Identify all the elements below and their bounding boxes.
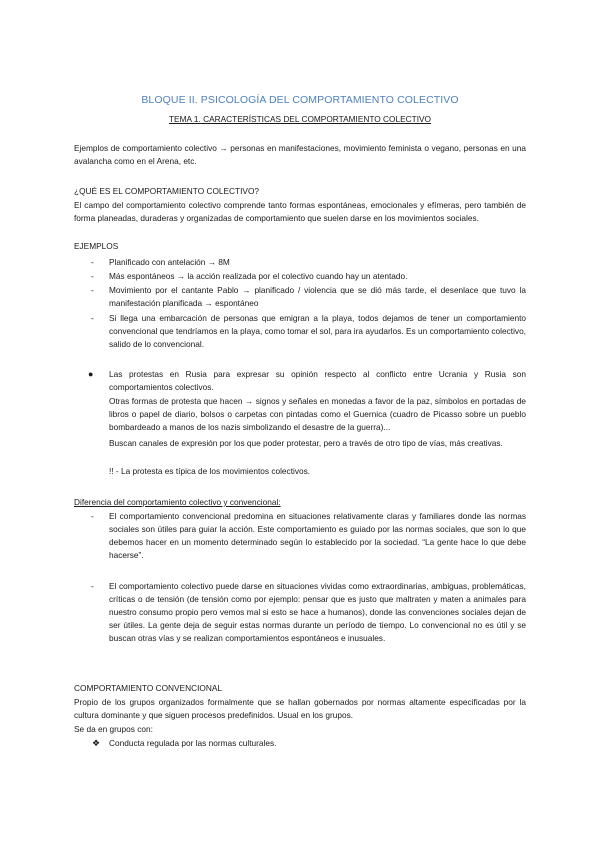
list-item: El comportamiento convencional predomina en situaciones relativamente claras y familiares donde las normas sociales son útiles para guiar la acción. Este comportamiento es guiado por las normas sociales, que son lo que debemos hacer en un momento determinado según lo establecido por la sociedad. “La gente hace lo que debe hacerse”. bbox=[109, 511, 526, 560]
list-dash: - bbox=[91, 271, 94, 281]
list-item: Más espontáneos → la acción realizada por el colectivo cuando hay un atentado. bbox=[109, 271, 408, 281]
section-heading-conventional: COMPORTAMIENTO CONVENCIONAL bbox=[74, 683, 222, 693]
list-item-continuation: Buscan canales de expresión por los que poder protestar, pero a través de otro tipo de vías, más creativas. bbox=[109, 438, 503, 448]
conventional-lead: Se da en grupos con: bbox=[74, 724, 153, 734]
list-item: El comportamiento colectivo puede darse en situaciones vividas como extraordinarias, ambiguas, problemáticas, críticas o de tensión (de tensión como por ejemplo: pensar que es justo que maltraten y maten a animales para nuestro consumo propio pero vemos mal si esto se hace a humanos), donde las convenciones sociales dejan de ser útiles. La gente deja de seguir estas normas durante un período de tiempo. Lo convencional no es útil y se buscan otras vías y se realizan comportamientos espontáneos e inusuales. bbox=[109, 581, 526, 643]
document-title: BLOQUE II. PSICOLOGÍA DEL COMPORTAMIENTO COLECTIVO bbox=[141, 94, 459, 106]
intro-paragraph: Ejemplos de comportamiento colectivo → personas en manifestaciones, movimiento feminista o vegano, personas en una avalancha como en el Arena, etc. bbox=[74, 143, 526, 166]
list-dash: - bbox=[91, 581, 94, 591]
conventional-paragraph: Propio de los grupos organizados formalmente que se hallan gobernados por normas altamente especificadas por la cultura dominante y que siguen procesos predefinidos. Usual en los grupos. bbox=[74, 697, 526, 720]
section-heading-difference: Diferencia del comportamiento colectivo y convencional: bbox=[74, 497, 281, 507]
definition-paragraph: El campo del comportamiento colectivo comprende tanto formas espontáneas, emocionales y efímeras, pero también de forma planeadas, duraderas y organizadas de comportamiento que suelen darse en los movimientos sociales. bbox=[74, 200, 526, 223]
diamond-bullet-icon: ❖ bbox=[92, 738, 101, 748]
list-dash: - bbox=[91, 257, 94, 267]
document-subtitle: TEMA 1. CARACTERÍSTICAS DEL COMPORTAMIENTO COLECTIVO bbox=[168, 114, 431, 124]
list-dash: - bbox=[91, 313, 94, 323]
list-item: Planificado con antelación → 8M bbox=[109, 257, 230, 267]
list-item: Conducta regulada por las normas culturales. bbox=[109, 738, 277, 748]
list-item: Movimiento por el cantante Pablo → planificado / violencia que se dió más tarde, el desenlace que tuvo la manifestación planificada → espontáneo bbox=[109, 285, 526, 308]
examples-label: EJEMPLOS bbox=[74, 241, 119, 251]
bullet-dot: ● bbox=[88, 369, 94, 379]
list-dash: - bbox=[91, 511, 94, 521]
list-item: Si llega una embarcación de personas que emigran a la playa, todos dejamos de tener un comportamiento convencional que tendríamos en la playa, como tomar el sol, para ira ayudarlos. Es un comportamiento colectivo, salido de lo convencional. bbox=[109, 313, 526, 349]
section-heading-what-is: ¿QUÉ ES EL COMPORTAMIENTO COLECTIVO? bbox=[74, 186, 260, 196]
list-item: Las protestas en Rusia para expresar su opinión respecto al conflicto entre Ucrania y Rusia son comportamientos colectivos. bbox=[109, 369, 526, 392]
list-dash: - bbox=[91, 285, 94, 295]
note-text: !! - La protesta es típica de los movimientos colectivos. bbox=[109, 466, 311, 476]
list-item-continuation: Otras formas de protesta que hacen → signos y señales en monedas a favor de la paz, símbolos en portadas de libros o papel de diario, bolsos o carpetas con pintadas como el Guernica (cuadro de Picasso sobre un pueblo bombardeado a manos de los nazis simbolizando el desastre de la guerra)... bbox=[109, 396, 526, 432]
